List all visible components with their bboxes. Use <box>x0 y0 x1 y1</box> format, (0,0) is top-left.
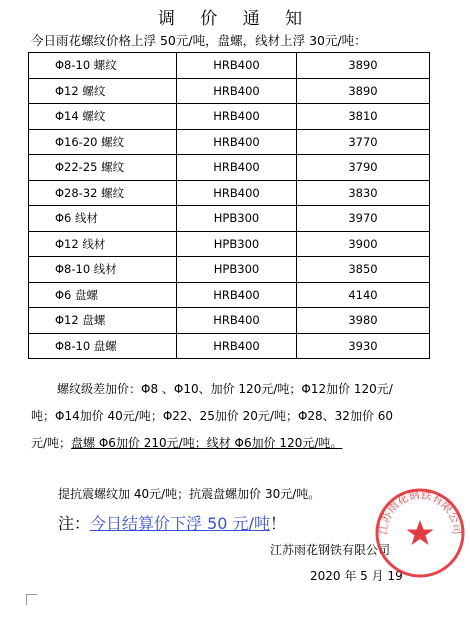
grade-cell: HRB400 <box>177 333 297 359</box>
price-row <box>29 231 430 257</box>
price-row <box>29 206 430 232</box>
grade-cell: HRB400 <box>177 104 297 130</box>
price-cell: 3900 <box>297 231 430 257</box>
spec-cell: Φ12 盘螺 <box>29 308 177 334</box>
spec-cell: Φ22-25 螺纹 <box>29 155 177 181</box>
spec-cell: Φ14 螺纹 <box>29 104 177 130</box>
price-row <box>29 333 430 359</box>
spec-cell: Φ6 盘螺 <box>29 282 177 308</box>
price-cell: 3980 <box>297 308 430 334</box>
grade-cell: HRB400 <box>177 308 297 334</box>
spec-cell: Φ8-10 螺纹 <box>29 53 177 79</box>
grade-cell: HRB400 <box>177 155 297 181</box>
grade-cell: HRB400 <box>177 282 297 308</box>
price-cell: 4140 <box>297 282 430 308</box>
grade-cell: HRB400 <box>177 129 297 155</box>
price-cell: 3890 <box>297 53 430 79</box>
price-cell: 3770 <box>297 129 430 155</box>
price-row <box>29 104 430 130</box>
spec-cell: Φ28-32 螺纹 <box>29 180 177 206</box>
price-cell: 3810 <box>297 104 430 130</box>
note-highlight: 今日结算价下浮 50 元/吨 <box>90 514 270 533</box>
price-row <box>29 155 430 181</box>
spec-cell: Φ8-10 盘螺 <box>29 333 177 359</box>
grade-cell: HRB400 <box>177 180 297 206</box>
issue-date: 2020 年 5 月 19 <box>310 569 403 583</box>
company-name: 江苏雨花钢铁有限公司 <box>270 543 391 557</box>
intro-line: 今日雨花螺纹价格上浮 50元/吨，盘螺，线材上浮 30元/吨： <box>31 33 367 48</box>
price-row <box>29 53 430 79</box>
page-corner-mark <box>26 594 37 605</box>
price-row <box>29 308 430 334</box>
price-cell: 3790 <box>297 155 430 181</box>
settlement-note <box>58 511 286 534</box>
company-seal <box>374 487 466 579</box>
price-cell: 3970 <box>297 206 430 232</box>
price-cell: 3930 <box>297 333 430 359</box>
grade-cell: HPB300 <box>177 257 297 283</box>
spec-cell: Φ12 螺纹 <box>29 78 177 104</box>
price-cell: 3850 <box>297 257 430 283</box>
price-row <box>29 282 430 308</box>
page-title: 调 价 通 知 <box>157 9 313 29</box>
price-cell: 3830 <box>297 180 430 206</box>
spec-cell: Φ8-10 线材 <box>29 257 177 283</box>
grade-cell: HRB400 <box>177 53 297 79</box>
price-row <box>29 257 430 283</box>
price-row <box>29 129 430 155</box>
grade-cell: HPB300 <box>177 231 297 257</box>
wire-grade-diff: 线材 Φ6加价 120元/吨。 <box>206 436 343 450</box>
spec-cell: Φ12 线材 <box>29 231 177 257</box>
seismic-surcharge: 提抗震螺纹加 40元/吨；抗震盘螺加价 30元/吨。 <box>58 487 321 501</box>
svg-text:江苏雨花钢铁有限公司: 江苏雨花钢铁有限公司 <box>376 488 464 536</box>
grade-difference-paragraph <box>31 376 403 457</box>
grade-cell: HRB400 <box>177 78 297 104</box>
price-table <box>28 52 430 359</box>
rebar-grade-diff: 螺纹级差加价：Φ8 、Φ10、加价 120元/吨；Φ12加价 120元/吨；Φ14加价 40元/吨；Φ22、25加价 20元/吨；Φ28、32加价 60元/吨； <box>31 382 394 450</box>
price-row <box>29 180 430 206</box>
note-suffix: ！ <box>269 514 286 533</box>
note-prefix: 注： <box>58 514 91 533</box>
price-row <box>29 78 430 104</box>
coil-grade-diff: 盘螺 Φ6加价 210元/吨； <box>71 436 207 450</box>
spec-cell: Φ6 线材 <box>29 206 177 232</box>
spec-cell: Φ16-20 螺纹 <box>29 129 177 155</box>
price-cell: 3890 <box>297 78 430 104</box>
grade-cell: HPB300 <box>177 206 297 232</box>
